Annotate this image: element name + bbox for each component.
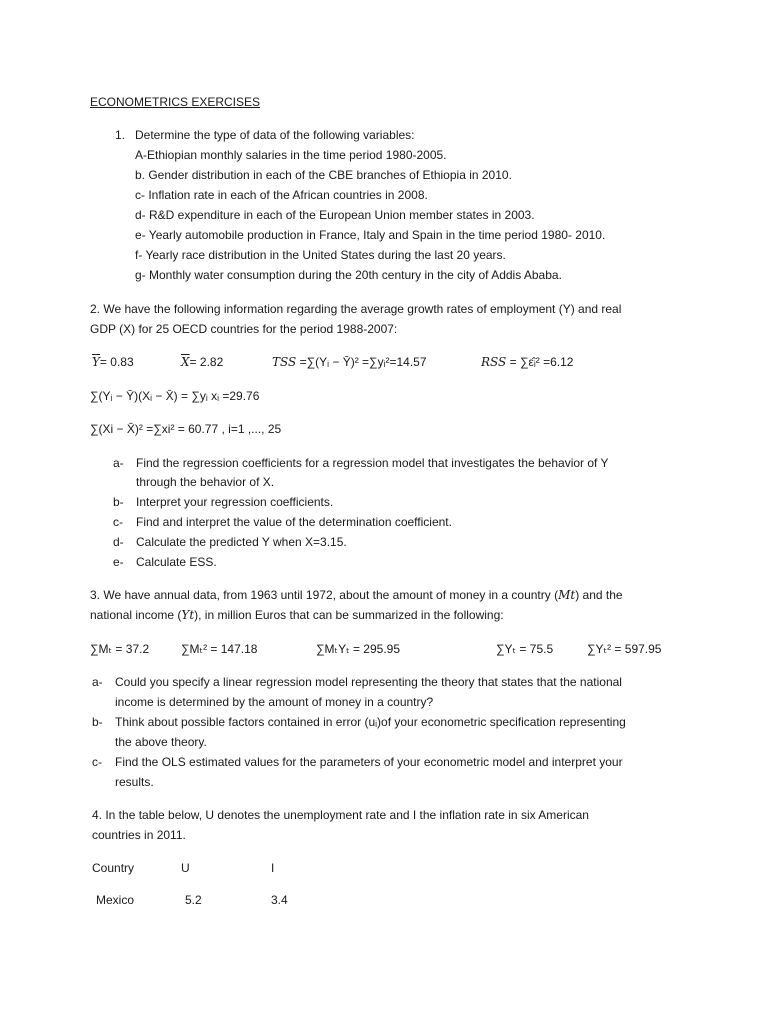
table-cell-country: Mexico [96, 893, 135, 907]
table-header-u: U [181, 861, 190, 875]
q1-item-b: b. Gender distribution in each of the CBE branches of Ethiopia in 2010. [135, 168, 512, 182]
q2-sum-xy: ∑(Yᵢ − Ȳ)(Xᵢ − X̄) = ∑yᵢ xᵢ =29.76 [90, 389, 260, 403]
q3-item-c-cont: results. [115, 775, 154, 789]
q3-item-a-letter: a- [92, 675, 103, 689]
q2-sum-x2: ∑(Xi − X̄)² =∑xi² = 60.77 , i=1 ,..., 25 [90, 422, 282, 436]
q3-sum-y: ∑Yₜ = 75.5 [496, 642, 554, 656]
q2-item-a-cont: through the behavior of X. [136, 475, 275, 489]
q2-intro-line2: GDP (X) for 25 OECD countries for the period 1988-2007: [90, 322, 398, 336]
q2-rss: RSS = ∑ε̂ᵢ² =6.12 [481, 355, 574, 369]
q1-item-d: d- R&D expenditure in each of the European Union member states in 2003. [135, 208, 535, 222]
q3-item-a-cont: income is determined by the amount of money in a country? [115, 695, 434, 709]
q1-number: 1. [115, 128, 126, 142]
q2-item-b-letter: b- [113, 495, 124, 509]
q2-item-c-letter: c- [113, 515, 123, 529]
table-cell-i: 3.4 [271, 893, 288, 907]
q2-item-d: Calculate the predicted Y when X=3.15. [136, 535, 347, 549]
q2-xbar: $\overline{X}= 2.82$ [181, 355, 224, 369]
q1-item-e: e- Yearly automobile production in France, Italy and Spain in the time period 1980- 2010. [135, 228, 606, 242]
table-header-country: Country [92, 861, 135, 875]
q1-item-c: c- Inflation rate in each of the African countries in 2008. [135, 188, 428, 202]
q4-intro-line1: 4. In the table below, U denotes the unemployment rate and I the inflation rate in six American [92, 808, 589, 822]
q3-item-b: Think about possible factors contained in error (uᵢ)of your econometric specification representing [115, 715, 626, 729]
q3-sum-my: ∑MₜYₜ = 295.95 [316, 642, 401, 656]
q1-item-a: A-Ethiopian monthly salaries in the time period 1980-2005. [135, 148, 447, 162]
q3-item-b-letter: b- [92, 715, 103, 729]
table-header-i: I [271, 861, 275, 875]
q1-prompt: Determine the type of data of the following variables: [135, 128, 415, 142]
q2-intro-line1: 2. We have the following information regarding the average growth rates of employment (Y) and real [90, 302, 622, 316]
table-cell-u: 5.2 [185, 893, 202, 907]
q2-item-a: Find the regression coefficients for a regression model that investigates the behavior of Y [136, 456, 609, 470]
q3-item-c: Find the OLS estimated values for the parameters of your econometric model and interpret your [115, 755, 623, 769]
q2-item-d-letter: d- [113, 535, 124, 549]
q1-item-g: g- Monthly water consumption during the 20th century in the city of Addis Ababa. [135, 268, 562, 282]
q2-ybar: $\overline{Y}= 0.83$ [92, 355, 134, 369]
q2-item-b: Interpret your regression coefficients. [136, 495, 334, 509]
q2-item-e: Calculate ESS. [136, 555, 217, 569]
q3-item-c-letter: c- [92, 755, 102, 769]
q4-intro-line2: countries in 2011. [92, 828, 186, 842]
q3-item-b-cont: the above theory. [115, 735, 207, 749]
q2-tss: TSS =∑(Yᵢ − Ȳ)² =∑yᵢ²=14.57 [272, 355, 427, 369]
q3-item-a: Could you specify a linear regression model representing the theory that states that the national [115, 675, 622, 689]
q3-sum-y2: ∑Yₜ² = 597.95 [587, 642, 662, 656]
q2-item-a-letter: a- [113, 456, 124, 470]
q1-item-f: f- Yearly race distribution in the United States during the last 20 years. [135, 248, 506, 262]
q2-item-e-letter: e- [113, 555, 124, 569]
document-title: ECONOMETRICS EXERCISES [90, 95, 261, 109]
q3-intro-line1: 3. We have annual data, from 1963 until 1972, about the amount of money in a country (Mt) and the [90, 588, 623, 602]
q3-sum-m2: ∑Mₜ² = 147.18 [181, 642, 258, 656]
q2-item-c: Find and interpret the value of the determination coefficient. [136, 515, 452, 529]
q3-sum-m: ∑Mₜ = 37.2 [90, 642, 150, 656]
q3-intro-line2: national income (Yt), in million Euros that can be summarized in the following: [90, 608, 504, 622]
